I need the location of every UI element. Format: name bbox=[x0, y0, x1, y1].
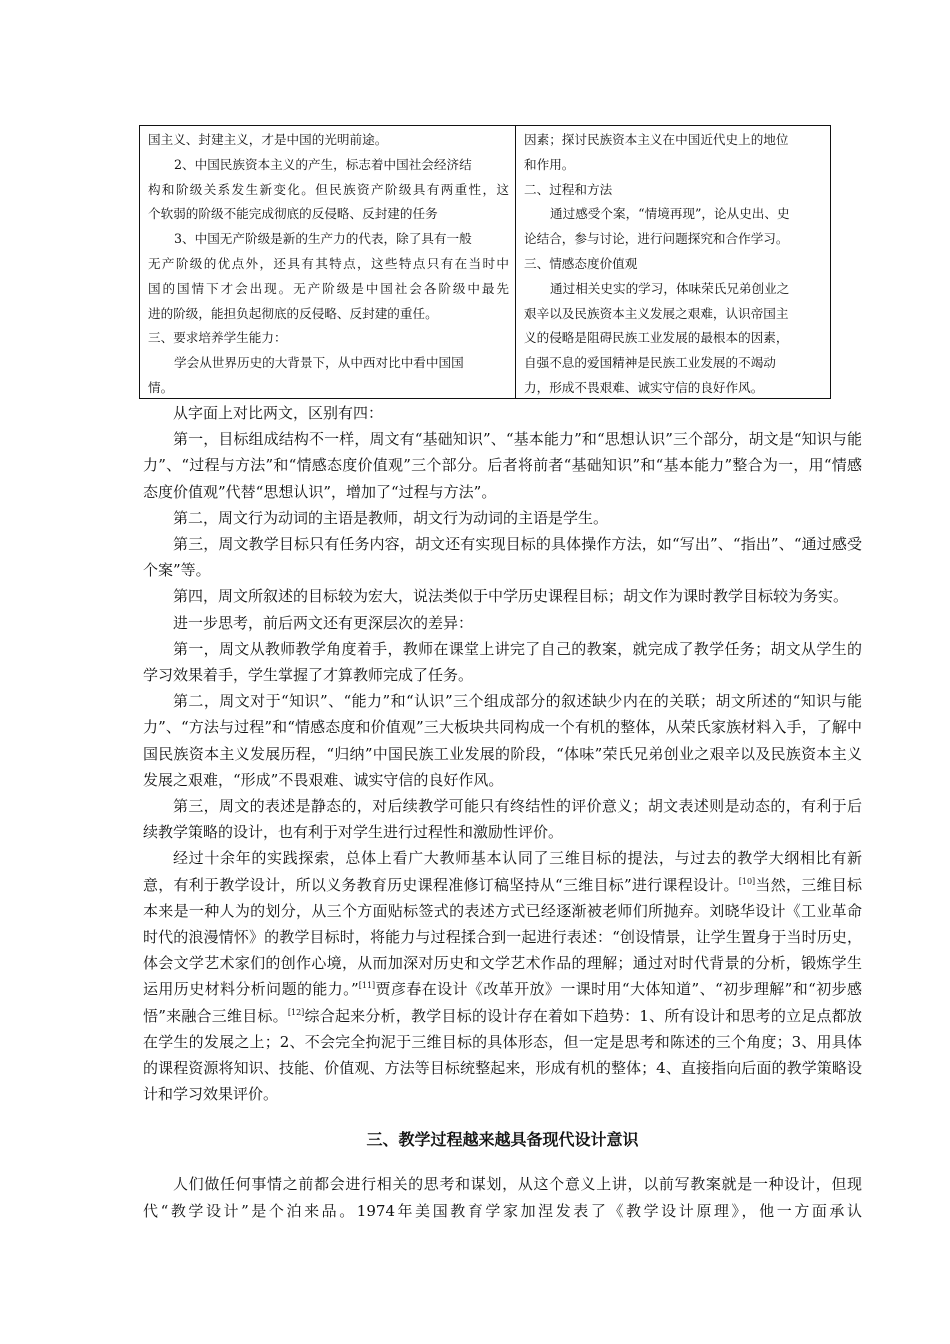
table-line: 三、要求培养学生能力： bbox=[148, 330, 287, 346]
table-line: 国主义、封建主义，才是中国的光明前途。 bbox=[148, 132, 388, 147]
paragraph: 第二，周文行为动词的主语是教师，胡文行为动词的主语是学生。 bbox=[173, 508, 609, 527]
paragraph: 第四，周文所叙述的目标较为宏大，说法类似于中学历史课程目标；胡文作为课时教学目标较为务实。 bbox=[173, 587, 849, 606]
table-line: 构和阶级关系发生新变化。但民族资产阶级具有两重性，这 bbox=[148, 181, 509, 197]
citation-ref: [12] bbox=[287, 1007, 305, 1017]
paragraph-text: 贾彦春在设计《改革开放》一课时用“大体知道”、“初步理解”和“初步感悟”来融合三维目标。 bbox=[143, 980, 862, 1025]
table-line: 学会从世界历史的大背景下，从中西对比中看中国国 bbox=[174, 355, 464, 371]
table-right-column bbox=[516, 126, 829, 398]
table-line: 力，形成不畏艰难、诚实守信的良好作风。 bbox=[524, 379, 764, 395]
paragraph: 第三，周文的表述是静态的，对后续教学可能只有终结性的评价意义；胡文表述则是动态的，有利于后续教学策略的设计，也有利于对学生进行过程性和激励性评价。 bbox=[143, 797, 862, 842]
paragraph: 从字面上对比两文，区别有四： bbox=[173, 404, 384, 422]
table-line: 通过相关史实的学习，体味荣氏兄弟创业之 bbox=[550, 280, 790, 296]
table-line: 2、中国民族资本主义的产生，标志着中国社会经济结 bbox=[174, 156, 472, 172]
table-line: 论结合，参与讨论，进行问题探究和合作学习。 bbox=[524, 231, 789, 247]
paragraph: 第二，周文对于“知识”、“能力”和“认识”三个组成部分的叙述缺少内在的关联；胡文所述的“知识与能力”、“方法与过程”和“情感态度和价值观”三大板块共同构成一个有机的整体，从荣氏家族材料入手，了解中国民族资本主义发展历程，“归纳”中国民族工业发展的阶段，“体味”荣氏兄弟创业之艰辛以及民族资本主义发展之艰难，“形成”不畏艰难、诚实守信的良好作风。 bbox=[143, 692, 862, 789]
paragraph-text: 当然，三维目标本来是一种人为的划分，从三个方面贴标签式的表述方式已经逐渐被老师们所抛弃。刘晓华设计《工业革命时代的浪漫情怀》的教学目标时，将能力与过程揉合到一起进行表述：“创设情景，让学生置身于当时历史，体会文学艺术家们的创作心境，从而加深对历史和文学艺术作品的理解；通过对时代背景的分析，锻炼学生运用历史材料分析问题的能力。” bbox=[143, 875, 862, 999]
table-line: 通过感受个案，“情境再现”，论从史出、史 bbox=[550, 206, 790, 222]
table-line: 情。 bbox=[148, 379, 174, 395]
table-line: 和作用。 bbox=[524, 156, 575, 172]
table-line: 二、过程和方法 bbox=[524, 181, 613, 197]
table-line: 义的侵略是阻碍民族工业发展的最根本的因素， bbox=[524, 330, 789, 346]
paragraph: 第一，目标组成结构不一样，周文有“基础知识”、“基本能力”和“思想认识”三个部分，胡文是“知识与能力”、“过程与方法”和“情感态度价值观”三个部分。后者将前者“基础知识”和“基本能力”整合为一，用“情感态度价值观”代替“思想认识”，增加了“过程与方法”。 bbox=[143, 430, 862, 501]
table-line: 进的阶级，能担负起彻底的反侵略、反封建的重任。 bbox=[148, 305, 438, 321]
citation-ref: [11] bbox=[358, 981, 376, 991]
table-line: 3、中国无产阶级是新的生产力的代表，除了具有一般 bbox=[174, 231, 472, 247]
body-text bbox=[143, 400, 862, 1224]
paragraph-text: 综合起来分析，教学目标的设计存在着如下趋势：1、所有设计和思考的立足点都放在学生的发展之上；2、不会完全拘泥于三维目标的具体形态，但一定是思考和陈述的三个角度；3、用具体的课程资源将知识、技能、价值观、方法等目标统整起来，形成有机的整体；4、直接指向后面的教学策略设计和学习效果评价。 bbox=[143, 1006, 862, 1104]
table-line: 三、情感态度价值观 bbox=[524, 255, 638, 271]
section-heading: 三、教学过程越来越具备现代设计意识 bbox=[366, 1130, 639, 1150]
paragraph: 第一，周文从教师教学角度着手，教师在课堂上讲完了自己的教案，就完成了教学任务；胡文从学生的学习效果着手，学生掌握了才算教师完成了任务。 bbox=[143, 639, 862, 685]
table-line: 个软弱的阶级不能完成彻底的反侵略、反封建的任务 bbox=[148, 206, 438, 222]
table-line: 无产阶级的优点外，还具有其特点，这些特点只有在当时中 bbox=[148, 255, 509, 271]
paragraph-text: 经过十余年的实践探索，总体上看广大教师基本认同了三维目标的提法，与过去的教学大纲相比有新意，有利于教学设计，所以义务教育历史课程准修订稿坚持从“三维目标”进行课程设计。 bbox=[143, 849, 862, 894]
paragraph: 人们做任何事情之前都会进行相关的思考和谋划，从这个意义上讲，以前写教案就是一种设计，但现代“教学设计”是个泊来品。1974年美国教育学家加涅发表了《教学设计原理》，他一方面承认 bbox=[143, 1175, 862, 1220]
comparison-table bbox=[139, 125, 831, 399]
table-line: 国的国情下才会出现。无产阶级是中国社会各阶级中最先 bbox=[148, 280, 509, 296]
paragraph: 进一步思考，前后两文还有更深层次的差异： bbox=[173, 613, 474, 632]
paragraph: 第三，周文教学目标只有任务内容，胡文还有实现目标的具体操作方法，如“写出”、“指出”、“通过感受个案”等。 bbox=[143, 535, 862, 580]
table-line: 艰辛以及民族资本主义发展之艰难，认识帝国主 bbox=[524, 305, 789, 321]
paragraph bbox=[143, 845, 862, 1107]
table-line: 自强不息的爱国精神是民族工业发展的不竭动 bbox=[524, 355, 776, 371]
table-line: 因素；探讨民族资本主义在中国近代史上的地位 bbox=[524, 132, 789, 147]
table-left-column bbox=[140, 126, 516, 398]
citation-ref: [10] bbox=[738, 876, 756, 886]
